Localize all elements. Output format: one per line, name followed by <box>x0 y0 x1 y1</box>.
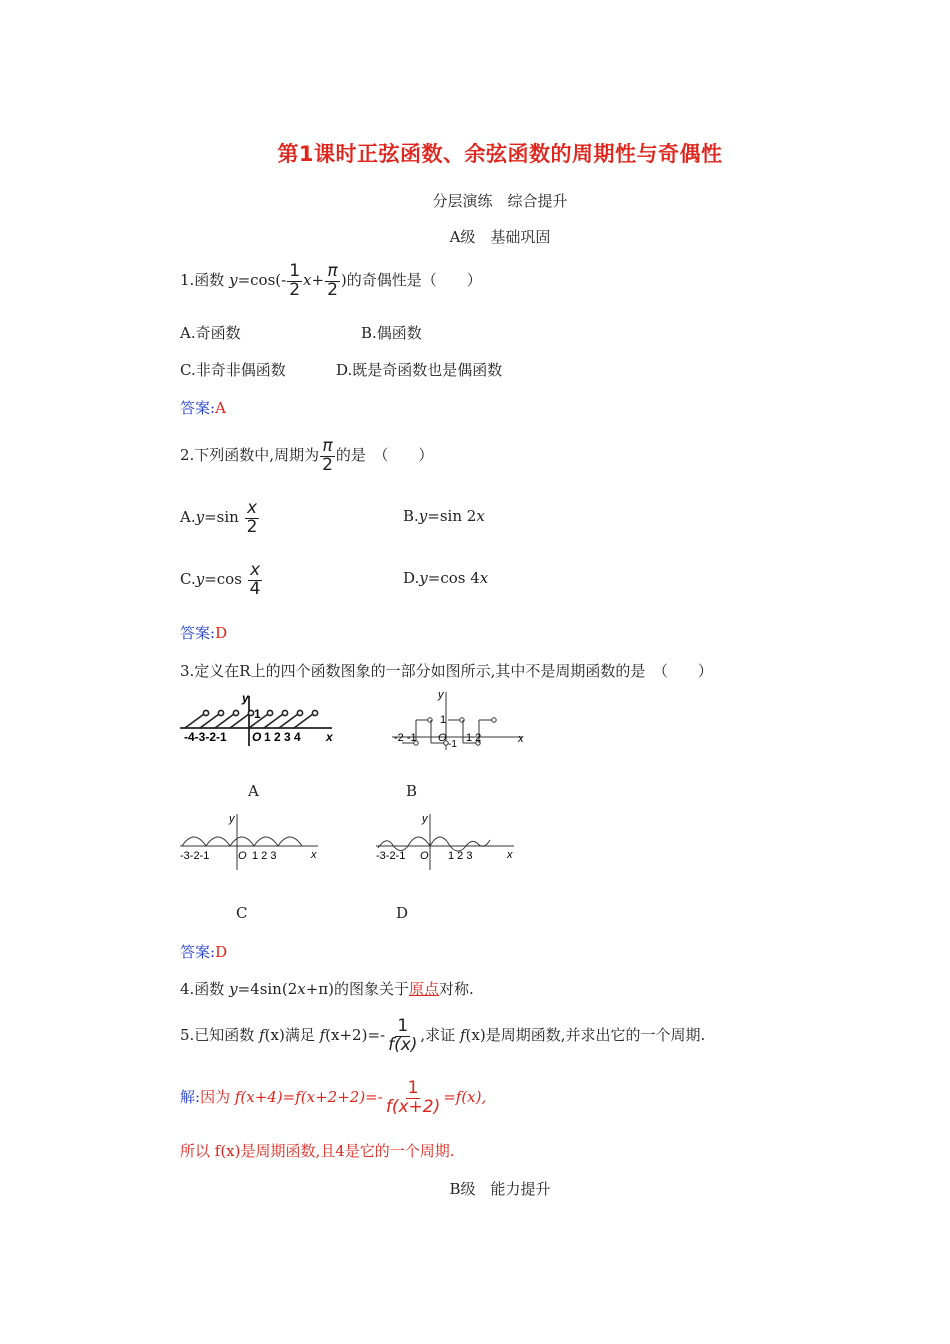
q1-option-c: C.非奇非偶函数 <box>180 361 286 379</box>
svg-text:O: O <box>420 850 429 862</box>
graph-c <box>176 810 326 872</box>
svg-text:1 2 3: 1 2 3 <box>448 850 473 862</box>
svg-text:O: O <box>438 732 447 744</box>
graph-c-label: C <box>236 904 248 922</box>
svg-text:x: x <box>326 730 333 744</box>
svg-text:1: 1 <box>254 707 261 721</box>
svg-text:-1: -1 <box>448 739 457 750</box>
q2-option-c: C.y=cos $\frac{x}{4}$ <box>180 559 261 599</box>
svg-text:x: x <box>507 849 513 861</box>
fraction-x-over-4: $\frac{x}{4}$ <box>249 559 261 599</box>
q3-answer: 答案:D <box>180 943 228 961</box>
page-title: 第1课时正弦函数、余弦函数的周期性与奇偶性 <box>277 142 723 166</box>
svg-text:-4-3-2-1: -4-3-2-1 <box>184 730 227 744</box>
fraction-1-over-fx2: $\frac{1}{f(x+2)}$ <box>385 1077 441 1117</box>
solution-line-2: 所以 f(x)是周期函数,且4是它的一个周期. <box>180 1142 455 1160</box>
q1-option-a: A.奇函数 <box>180 324 241 342</box>
fraction-x-over-2: $\frac{x}{2}$ <box>246 497 258 537</box>
svg-text:y: y <box>422 813 428 825</box>
graph-b-label: B <box>406 782 418 800</box>
question-3: 3.定义在R上的四个函数图象的一部分如图所示,其中不是周期函数的是 （ ） <box>180 662 713 680</box>
section-level-b: B级 能力提升 <box>449 1180 551 1198</box>
svg-text:-2 -1: -2 -1 <box>394 732 417 744</box>
q2-answer: 答案:D <box>180 624 228 642</box>
svg-text:1: 1 <box>440 714 447 726</box>
fraction-pi-half: $\frac{\pi}{2}$ <box>327 260 338 300</box>
graph-a-label: A <box>248 782 259 800</box>
question-4: 4.函数 y=4sin(2x+π)的图象关于原点对称. <box>180 980 474 998</box>
fraction-pi-half: $\frac{\pi}{2}$ <box>322 435 333 475</box>
svg-text:-3-2-1: -3-2-1 <box>180 850 210 862</box>
q1-answer: 答案:A <box>180 399 226 417</box>
svg-text:-3-2-1: -3-2-1 <box>376 850 406 862</box>
q2-option-a: A.y=sin $\frac{x}{2}$ <box>180 497 258 537</box>
svg-text:y: y <box>438 689 444 701</box>
graph-d <box>372 810 522 872</box>
svg-text:y: y <box>242 691 249 705</box>
question-5: 5.已知函数 f(x)满足 f(x+2)=- $\frac{1}{f(x)}$ ,求证 f(x)是周期函数,并求出它的一个周期. <box>180 1015 706 1055</box>
q2-option-d: D.y=cos 4x <box>403 569 489 587</box>
svg-text:y: y <box>229 813 235 825</box>
graph-b <box>388 688 533 750</box>
svg-text:O: O <box>238 850 247 862</box>
svg-text:1 2: 1 2 <box>466 732 482 744</box>
fraction-1-over-fx: $\frac{1}{f(x)}$ <box>388 1015 418 1055</box>
svg-text:O: O <box>252 730 262 744</box>
question-1: 1.函数 y=cos(- $\frac{1}{2}$ x+ $\frac{\pi}{2}$ )的奇偶性是（ ） <box>180 260 482 300</box>
q4-answer-blank: 原点 <box>409 980 440 998</box>
svg-text:1 2 3 4: 1 2 3 4 <box>264 730 301 744</box>
graph-a <box>176 688 346 750</box>
svg-text:x: x <box>518 733 524 745</box>
svg-text:x: x <box>311 849 317 861</box>
graph-d-label: D <box>396 904 409 922</box>
fraction-one-half: $\frac{1}{2}$ <box>289 260 301 300</box>
solution-line-1: 解:因为 f(x+4)=f(x+2+2)=- $\frac{1}{f(x+2)}$ =f(x), <box>180 1077 487 1117</box>
svg-text:1 2 3: 1 2 3 <box>252 850 277 862</box>
q1-option-b: B.偶函数 <box>361 324 422 342</box>
subtitle: 分层演练 综合提升 <box>432 192 568 210</box>
q1-option-d: D.既是奇函数也是偶函数 <box>336 361 503 379</box>
q2-option-b: B.y=sin 2x <box>403 507 485 525</box>
section-level-a: A级 基础巩固 <box>449 228 551 246</box>
question-2: 2.下列函数中,周期为 $\frac{\pi}{2}$ 的是 （ ） <box>180 435 434 475</box>
